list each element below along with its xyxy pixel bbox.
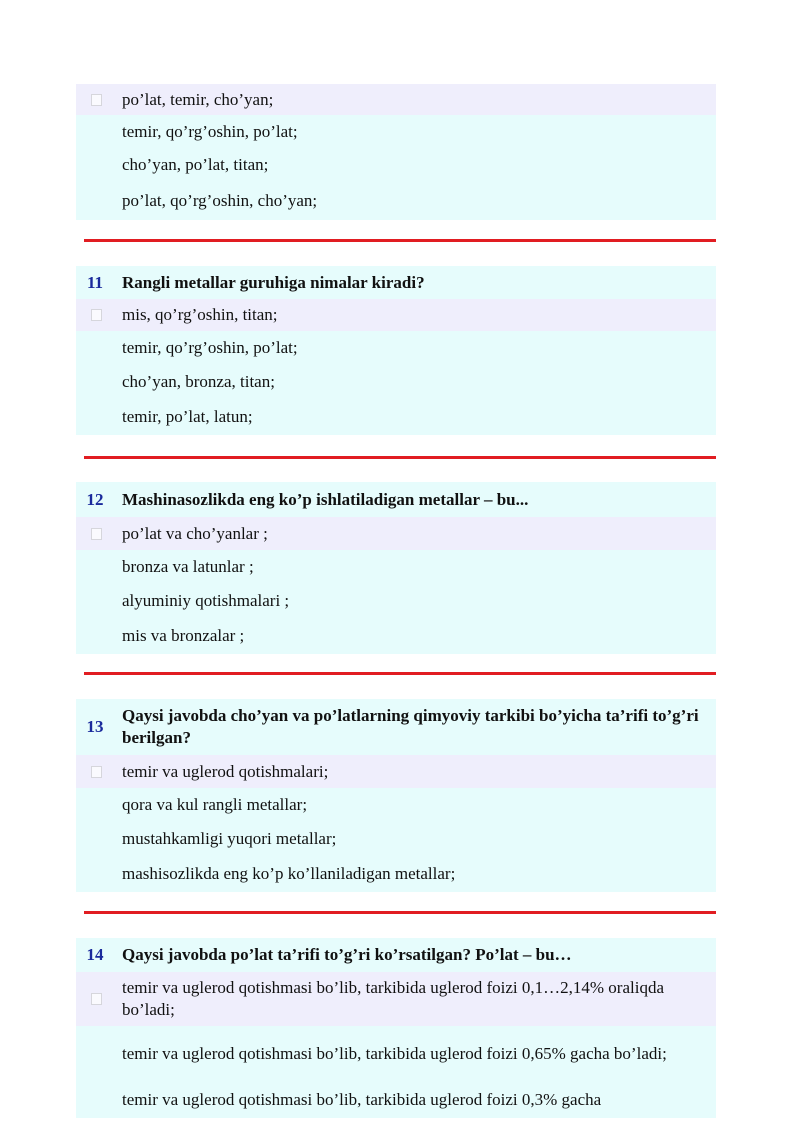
question-block-14 bbox=[76, 938, 716, 1118]
question-row bbox=[76, 482, 716, 517]
question-text: Mashinasozlikda eng ko’p ishlatiladigan metallar – bu... bbox=[122, 489, 529, 509]
answer-option[interactable] bbox=[76, 365, 716, 398]
answer-text: temir, qo’rg’oshin, po’lat; bbox=[122, 338, 298, 357]
question-separator bbox=[84, 672, 716, 675]
answer-text: temir va uglerod qotishmasi bo’lib, tarkibida uglerod foizi 0,1…2,14% oraliqda bo’ladi; bbox=[122, 978, 664, 1019]
answer-text: temir, po’lat, latun; bbox=[122, 406, 253, 426]
answer-option[interactable] bbox=[76, 115, 716, 148]
answer-text: temir va uglerod qotishmasi bo’lib, tarkibida uglerod foizi 0,65% gacha bo’ladi; bbox=[122, 1044, 667, 1063]
answer-text: mustahkamligi yuqori metallar; bbox=[122, 829, 337, 848]
answer-text: po’lat, qo’rg’oshin, cho’yan; bbox=[122, 191, 318, 210]
answer-text: temir va uglerod qotishmasi bo’lib, tarkibida uglerod foizi 0,3% gacha bbox=[122, 1090, 602, 1109]
question-block-11 bbox=[76, 266, 716, 435]
question-number: 13 bbox=[86, 717, 104, 736]
answer-checkbox[interactable] bbox=[91, 528, 102, 540]
answer-option[interactable] bbox=[76, 972, 716, 1026]
answer-text: bronza va latunlar ; bbox=[122, 557, 254, 576]
answer-text: temir, qo’rg’oshin, po’lat; bbox=[122, 121, 298, 141]
answer-text: cho’yan, bronza, titan; bbox=[122, 371, 275, 391]
question-text: Qaysi javobda cho’yan va po’latlarning qimyoviy tarkibi bo’yicha ta’rifi to’g’ri berilgan? bbox=[122, 706, 699, 747]
answer-option[interactable] bbox=[76, 1026, 716, 1082]
answer-checkbox[interactable] bbox=[91, 94, 102, 106]
answer-option[interactable] bbox=[76, 618, 716, 654]
answer-text: po’lat, temir, cho’yan; bbox=[122, 89, 274, 109]
question-separator bbox=[84, 456, 716, 459]
answer-option[interactable] bbox=[76, 299, 716, 331]
answer-checkbox[interactable] bbox=[91, 309, 102, 321]
answer-text: mis va bronzalar ; bbox=[122, 626, 245, 645]
answer-text: temir va uglerod qotishmalari; bbox=[122, 761, 329, 781]
answer-option[interactable] bbox=[76, 856, 716, 892]
answer-option[interactable] bbox=[76, 517, 716, 550]
question-text: Qaysi javobda po’lat ta’rifi to’g’ri ko’rsatilgan? Po’lat – bu… bbox=[122, 945, 572, 964]
answer-option[interactable] bbox=[76, 584, 716, 618]
answer-option[interactable] bbox=[76, 755, 716, 788]
answer-checkbox[interactable] bbox=[91, 766, 102, 778]
question-separator bbox=[84, 239, 716, 242]
question-row bbox=[76, 699, 716, 755]
answer-text: po’lat va cho’yanlar ; bbox=[122, 523, 268, 543]
answer-option[interactable] bbox=[76, 550, 716, 584]
question-text: Rangli metallar guruhiga nimalar kiradi? bbox=[122, 272, 425, 292]
answer-option[interactable] bbox=[76, 84, 716, 115]
answer-text: qora va kul rangli metallar; bbox=[122, 795, 308, 814]
answer-option[interactable] bbox=[76, 822, 716, 856]
question-row bbox=[76, 938, 716, 972]
question-row bbox=[76, 266, 716, 299]
question-number: 14 bbox=[86, 945, 104, 964]
answer-option[interactable] bbox=[76, 148, 716, 182]
answer-option[interactable] bbox=[76, 788, 716, 822]
answer-option[interactable] bbox=[76, 1082, 716, 1118]
answer-text: mashisozlikda eng ko’p ko’llaniladigan metallar; bbox=[122, 864, 456, 883]
answer-text: alyuminiy qotishmalari ; bbox=[122, 591, 290, 610]
answer-text: mis, qo’rg’oshin, titan; bbox=[122, 305, 278, 324]
question-block-12 bbox=[76, 482, 716, 654]
question-number: 12 bbox=[86, 489, 104, 509]
answer-option[interactable] bbox=[76, 398, 716, 435]
question-separator bbox=[84, 911, 716, 914]
answer-option[interactable] bbox=[76, 182, 716, 220]
question-block-13 bbox=[76, 699, 716, 892]
answer-option[interactable] bbox=[76, 331, 716, 365]
answer-text: cho’yan, po’lat, titan; bbox=[122, 155, 269, 174]
question-number: 11 bbox=[86, 272, 104, 292]
question-block-10 bbox=[76, 84, 716, 220]
answer-checkbox[interactable] bbox=[91, 993, 102, 1005]
